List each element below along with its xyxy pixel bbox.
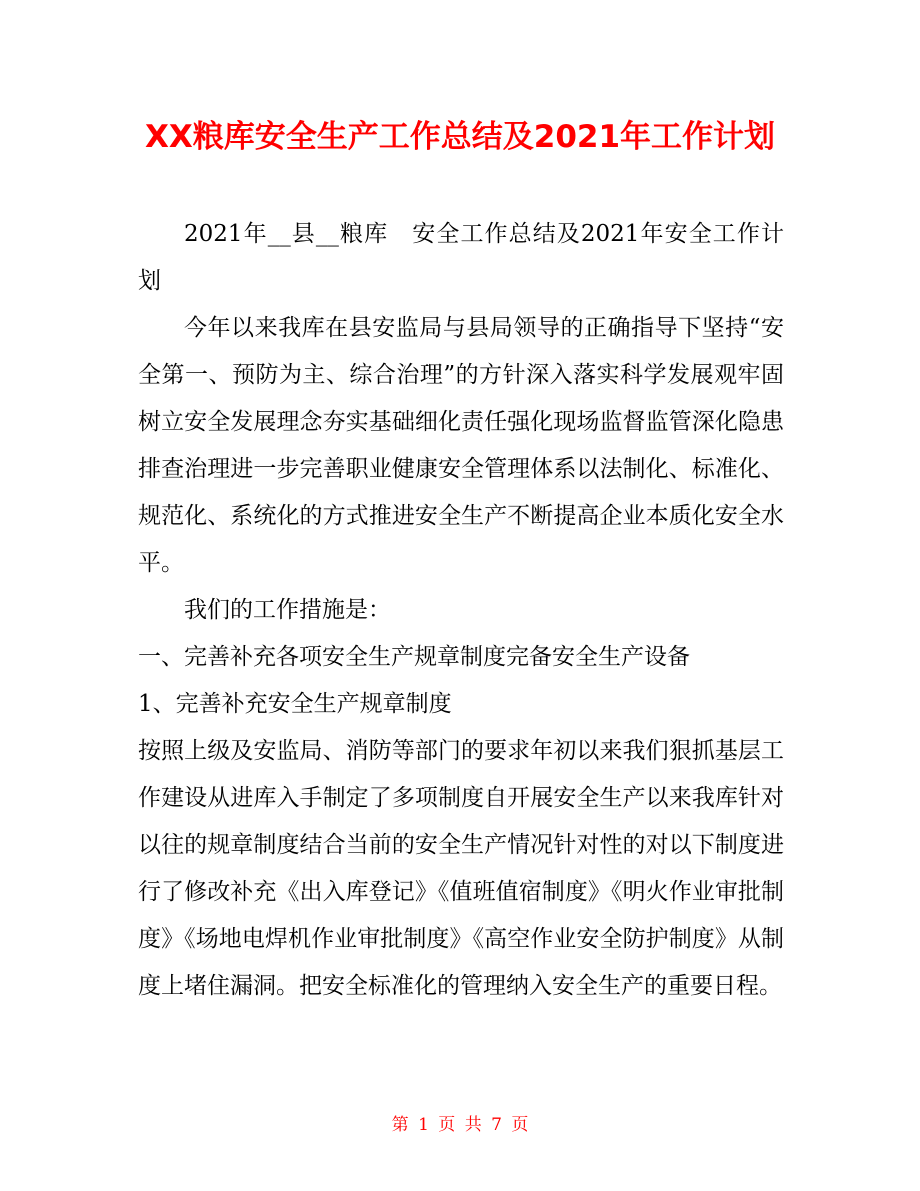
paragraph-intro: 今年以来我库在县安监局与县局领导的正确指导下坚持“安全第一、预防为主、综合治理”的方针深入落实科学发展观牢固树立安全发展理念夯实基础细化责任强化现场监督监管深化隐患排查治理进一步完善职业健康安全管理体系以法制化、标准化、规范化、系统化的方式推进安全生产不断提高企业本质化安全水平。 bbox=[138, 315, 784, 576]
paragraph-rules-detail: 按照上级及安监局、消防等部门的要求年初以来我们狠抓基层工作建设从进库入手制定了多项制度自开展安全生产以来我库针对以往的规章制度结合当前的安全生产情况针对性的对以下制度进行了修改补充《出入库登记》《值班值宿制度》《明火作业审批制度》《场地电焊机作业审批制度》《高空作业安全防护制度》从制度上堵住漏洞。把安全标准化的管理纳入安全生产的重要日程。 bbox=[138, 738, 784, 999]
document-title: XX粮库安全生产工作总结及2021年工作计划 bbox=[144, 119, 776, 155]
section-heading-1: 一、完善补充各项安全生产规章制度完备安全生产设备 bbox=[138, 644, 690, 670]
page-number-footer: 第 1 页 共 7 页 bbox=[391, 1115, 529, 1135]
subsection-heading-1-1: 1、完善补充安全生产规章制度 bbox=[138, 691, 452, 717]
paragraph-heading-line: 2021年__县__粮库 安全工作总结及2021年安全工作计划 bbox=[138, 221, 784, 294]
paragraph-measures-lead: 我们的工作措施是： bbox=[184, 597, 391, 623]
document-body bbox=[138, 211, 784, 1010]
